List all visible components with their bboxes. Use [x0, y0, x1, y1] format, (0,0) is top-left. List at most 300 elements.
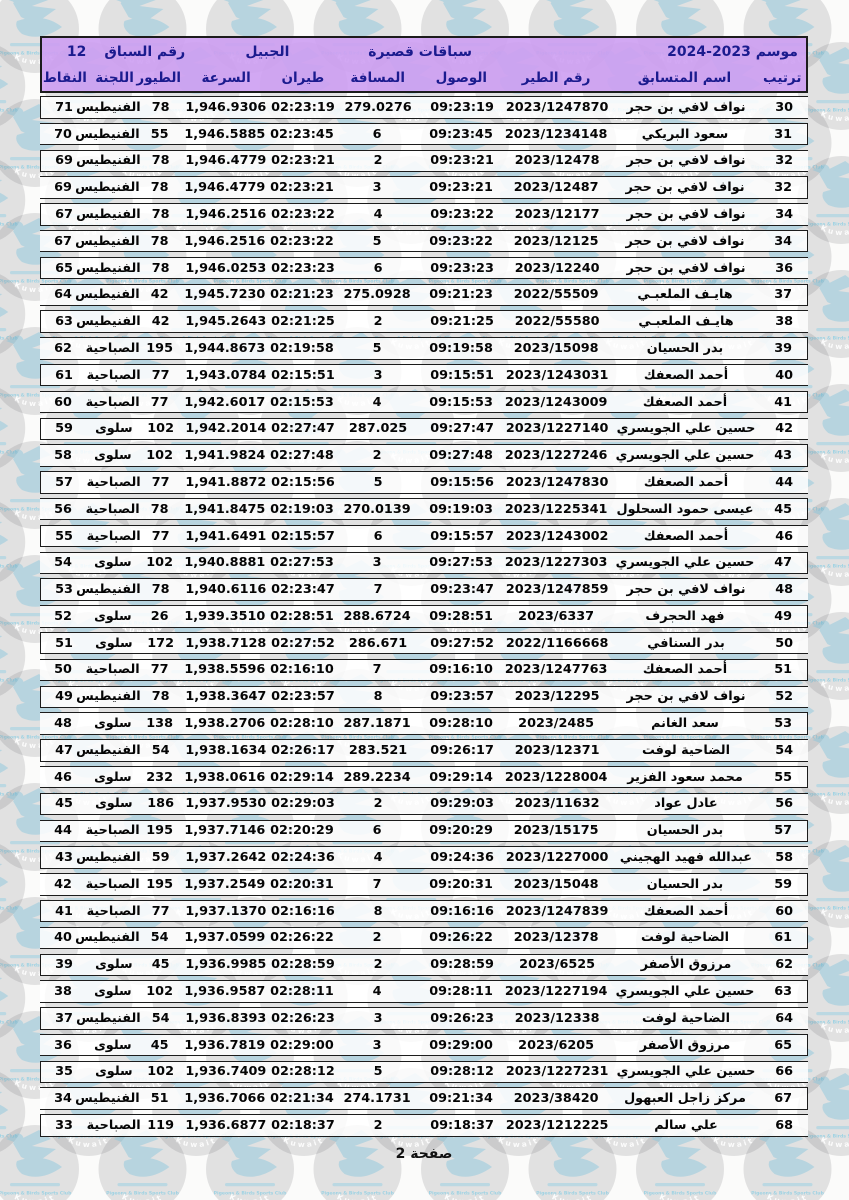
birds-count-cell: 77	[151, 474, 170, 490]
distance-cell: 2	[373, 1118, 383, 1134]
flight-time-cell: 02:27:52	[271, 635, 335, 651]
points-cell: 43	[55, 850, 73, 866]
speed-cell: 1,938.5596	[184, 662, 266, 678]
points-cell: 69	[55, 153, 73, 169]
rank-cell: 67	[774, 1091, 793, 1107]
competitor-name-cell: أحمد الصعفك	[643, 474, 729, 490]
birds-count-cell: 102	[146, 984, 173, 1000]
committee-cell: الفنيطيس	[76, 99, 141, 115]
distance-cell: 3	[372, 1037, 382, 1053]
flight-time-cell: 02:20:31	[270, 876, 334, 892]
arrival-time-cell: 09:29:03	[430, 796, 494, 812]
table-row	[40, 123, 808, 146]
distance-cell: 6	[372, 823, 382, 839]
rank-cell: 50	[775, 635, 794, 651]
rank-cell: 49	[774, 608, 793, 624]
points-cell: 63	[55, 314, 73, 330]
speed-cell: 1,937.1370	[185, 903, 267, 919]
table-row	[40, 900, 808, 923]
flight-time-cell: 02:19:58	[270, 340, 334, 356]
flight-time-cell: 02:26:22	[270, 930, 334, 946]
table-row	[40, 1114, 808, 1137]
table-row	[40, 1087, 808, 1110]
arrival-time-cell: 09:15:57	[430, 528, 494, 544]
speed-cell: 1,937.9530	[185, 796, 267, 812]
table-row	[40, 605, 808, 628]
points-cell: 65	[55, 260, 73, 276]
competitor-name-cell: عادل عواد	[654, 796, 718, 812]
bird-number-cell: 2023/1227246	[504, 448, 608, 464]
birds-count-cell: 78	[151, 689, 170, 705]
points-cell: 44	[54, 823, 72, 839]
arrival-time-cell: 09:27:47	[430, 421, 494, 437]
arrival-time-cell: 09:26:22	[429, 930, 493, 946]
points-cell: 45	[55, 796, 73, 812]
competitor-name-cell: محمد سعود الفزير	[627, 769, 743, 785]
committee-cell: الصباحية	[86, 1118, 141, 1134]
competitor-name-cell: نواف لافي بن حجر	[626, 260, 746, 276]
competitor-name-cell: أحمد الصعفك	[642, 394, 728, 410]
committee-cell: سلوى	[95, 796, 133, 812]
distance-cell: 6	[373, 528, 383, 544]
table-row	[40, 96, 808, 119]
speed-cell: 1,944.8673	[184, 340, 266, 356]
competitor-name-cell: سعود البريكي	[641, 126, 729, 142]
points-cell: 37	[55, 1010, 73, 1026]
rank-cell: 66	[775, 1064, 794, 1080]
bird-number-cell: 2023/15048	[513, 876, 599, 892]
bird-number-cell: 2023/1243002	[505, 528, 609, 544]
distance-cell: 287.025	[348, 421, 408, 437]
competitor-name-cell: نواف لافي بن حجر	[625, 180, 745, 196]
arrival-time-cell: 09:23:21	[429, 180, 493, 196]
rank-cell: 55	[774, 769, 793, 785]
speed-cell: 1,936.7819	[184, 1037, 266, 1053]
distance-cell: 4	[373, 206, 383, 222]
rank-cell: 34	[775, 206, 794, 222]
birds-count-cell: 78	[150, 233, 169, 249]
committee-cell: الفنيطيس	[76, 1010, 141, 1026]
birds-count-cell: 77	[151, 367, 170, 383]
race-number-label: رقم السباق	[104, 43, 186, 60]
rank-cell: 32	[775, 153, 794, 169]
committee-cell: الفنيطيس	[75, 287, 140, 303]
speed-cell: 1,936.9587	[184, 984, 266, 1000]
season-label: موسم 2023-2024	[667, 43, 798, 60]
table-row	[40, 739, 808, 762]
col-rank: ترتيب	[763, 70, 802, 86]
speed-cell: 1,946.4779	[185, 153, 267, 169]
flight-time-cell: 02:21:25	[271, 314, 335, 330]
birds-count-cell: 78	[151, 99, 170, 115]
speed-cell: 1,946.2516	[184, 233, 266, 249]
flight-time-cell: 02:23:21	[271, 153, 335, 169]
flight-time-cell: 02:23:22	[270, 233, 334, 249]
col-competitor-name: اسم المتسابق	[637, 70, 732, 86]
col-flight: طيران	[281, 70, 325, 86]
table-row	[40, 1034, 808, 1057]
committee-cell: الفنيطيس	[76, 153, 141, 169]
birds-count-cell: 42	[151, 314, 170, 330]
points-cell: 64	[54, 287, 72, 303]
flight-time-cell: 02:24:36	[271, 850, 335, 866]
arrival-time-cell: 09:23:57	[430, 689, 494, 705]
arrival-time-cell: 09:29:00	[429, 1037, 493, 1053]
bird-number-cell: 2023/38420	[513, 1091, 599, 1107]
points-cell: 49	[55, 689, 73, 705]
speed-cell: 1,945.2643	[185, 314, 267, 330]
birds-count-cell: 45	[151, 957, 170, 973]
col-birds: الطيور	[136, 70, 182, 86]
flight-time-cell: 02:26:17	[271, 742, 335, 758]
flight-time-cell: 02:29:14	[270, 769, 334, 785]
competitor-name-cell: بدر الحسيان	[646, 876, 724, 892]
arrival-time-cell: 09:23:23	[430, 260, 494, 276]
points-cell: 58	[54, 448, 72, 464]
distance-cell: 7	[372, 876, 382, 892]
committee-cell: سلوى	[95, 957, 133, 973]
bird-number-cell: 2023/1227194	[504, 984, 608, 1000]
birds-count-cell: 138	[146, 716, 173, 732]
arrival-time-cell: 09:27:53	[429, 555, 493, 571]
rank-cell: 48	[775, 582, 794, 598]
flight-time-cell: 02:28:11	[270, 984, 334, 1000]
rank-cell: 61	[774, 930, 793, 946]
speed-cell: 1,946.4779	[184, 180, 266, 196]
table-row	[40, 176, 808, 199]
committee-cell: الفنيطيس	[75, 126, 140, 142]
birds-count-cell: 55	[150, 126, 169, 142]
col-distance: المسافة	[350, 70, 406, 86]
points-cell: 42	[54, 876, 72, 892]
committee-cell: الفنيطيس	[75, 1091, 140, 1107]
competitor-name-cell: أحمد الصعفك	[642, 662, 728, 678]
birds-count-cell: 195	[146, 340, 173, 356]
competitor-name-cell: مركز زاجل العبهول	[624, 1091, 746, 1107]
committee-cell: الصباحية	[86, 474, 141, 490]
flight-time-cell: 02:29:03	[271, 796, 335, 812]
arrival-time-cell: 09:15:53	[429, 394, 493, 410]
arrival-time-cell: 09:23:47	[430, 582, 494, 598]
table-row	[40, 257, 808, 280]
competitor-name-cell: هايـف الملعبـي	[637, 287, 733, 303]
birds-count-cell: 51	[150, 1091, 169, 1107]
bird-number-cell: 2023/12125	[513, 233, 599, 249]
speed-cell: 1,946.5885	[184, 126, 266, 142]
committee-cell: سلوى	[95, 635, 133, 651]
distance-cell: 8	[373, 689, 383, 705]
speed-cell: 1,941.8872	[185, 474, 267, 490]
bird-number-cell: 2023/2485	[518, 716, 595, 732]
bird-number-cell: 2023/1247763	[504, 662, 608, 678]
competitor-name-cell: حسين علي الجويسري	[616, 1064, 756, 1080]
speed-cell: 1,938.0616	[184, 769, 266, 785]
committee-cell: سلوى	[94, 716, 132, 732]
rank-cell: 64	[775, 1010, 794, 1026]
arrival-time-cell: 09:23:22	[429, 233, 493, 249]
competitor-name-cell: الضاحية لوفت	[640, 930, 729, 946]
bird-number-cell: 2023/12478	[514, 153, 600, 169]
speed-cell: 1,937.2549	[184, 876, 266, 892]
rank-cell: 36	[775, 260, 794, 276]
arrival-time-cell: 09:15:51	[430, 367, 494, 383]
committee-cell: الفنيطيس	[76, 314, 141, 330]
table-row	[40, 632, 808, 655]
committee-cell: الفنيطيس	[76, 689, 141, 705]
rank-cell: 58	[775, 850, 794, 866]
race-number-value: 12	[66, 43, 87, 60]
page-number: صفحة 2	[395, 1146, 453, 1162]
speed-cell: 1,938.7128	[185, 635, 267, 651]
speed-cell: 1,941.9824	[184, 448, 266, 464]
committee-cell: الصباحية	[86, 367, 141, 383]
speed-cell: 1,936.9985	[185, 957, 267, 973]
flight-time-cell: 02:23:57	[271, 689, 335, 705]
table-header	[40, 36, 808, 93]
race-number-cell	[42, 44, 210, 60]
points-cell: 69	[54, 180, 72, 196]
table-row	[40, 820, 808, 843]
table-row	[40, 793, 808, 816]
table-row	[40, 712, 808, 735]
table-row	[40, 498, 808, 521]
birds-count-cell: 195	[146, 876, 173, 892]
speed-cell: 1,936.7409	[185, 1064, 267, 1080]
birds-count-cell: 77	[151, 528, 170, 544]
bird-number-cell: 2023/1243031	[505, 367, 609, 383]
distance-cell: 4	[373, 850, 383, 866]
committee-cell: سلوى	[94, 608, 132, 624]
flight-time-cell: 02:16:10	[270, 662, 334, 678]
speed-cell: 1,941.8475	[184, 501, 266, 517]
rank-cell: 56	[775, 796, 794, 812]
arrival-time-cell: 09:23:22	[430, 206, 494, 222]
bird-number-cell: 2023/12295	[514, 689, 600, 705]
table-row	[40, 391, 808, 414]
committee-cell: الفنيطيس	[75, 233, 140, 249]
points-cell: 60	[54, 394, 72, 410]
arrival-time-cell: 09:18:37	[430, 1118, 494, 1134]
committee-cell: سلوى	[95, 421, 133, 437]
bird-number-cell: 2023/1227000	[505, 850, 609, 866]
points-cell: 56	[54, 501, 72, 517]
speed-cell: 1,941.6491	[185, 528, 267, 544]
arrival-time-cell: 09:23:19	[430, 99, 494, 115]
committee-cell: الصباحية	[85, 662, 140, 678]
points-cell: 33	[55, 1118, 73, 1134]
committee-cell: الصباحية	[85, 501, 140, 517]
distance-cell: 3	[372, 555, 382, 571]
flight-time-cell: 02:28:10	[270, 716, 334, 732]
speed-cell: 1,943.0784	[185, 367, 267, 383]
birds-count-cell: 78	[150, 501, 169, 517]
speed-cell: 1,938.1634	[185, 742, 267, 758]
birds-count-cell: 186	[147, 796, 174, 812]
rank-cell: 38	[775, 314, 794, 330]
competitor-name-cell: مرزوق الأصفر	[640, 957, 732, 973]
birds-count-cell: 78	[151, 582, 170, 598]
competitor-name-cell: أحمد الصعفك	[643, 367, 729, 383]
flight-time-cell: 02:29:00	[270, 1037, 334, 1053]
competitor-name-cell: بدر الحسيان	[646, 340, 724, 356]
speed-cell: 1,939.3510	[184, 608, 266, 624]
arrival-time-cell: 09:21:34	[429, 1091, 493, 1107]
speed-cell: 1,938.2706	[184, 716, 266, 732]
points-cell: 54	[54, 555, 72, 571]
committee-cell: الصباحية	[86, 528, 141, 544]
arrival-time-cell: 09:24:36	[430, 850, 494, 866]
competitor-name-cell: الضاحية لوفت	[641, 742, 730, 758]
flight-time-cell: 02:26:23	[271, 1010, 335, 1026]
flight-time-cell: 02:21:23	[270, 287, 334, 303]
competitor-name-cell: سعد الغانم	[651, 716, 719, 732]
competitor-name-cell: أحمد الصعفك	[643, 528, 729, 544]
distance-cell: 2	[372, 448, 382, 464]
birds-count-cell: 78	[150, 180, 169, 196]
rank-cell: 57	[774, 823, 793, 839]
table-row	[40, 150, 808, 173]
competitor-name-cell: نواف لافي بن حجر	[626, 153, 746, 169]
points-cell: 38	[54, 984, 72, 1000]
rank-cell: 53	[774, 716, 793, 732]
speed-cell: 1,938.3647	[185, 689, 267, 705]
rank-cell: 52	[775, 689, 794, 705]
competitor-name-cell: نواف لافي بن حجر	[626, 582, 746, 598]
rank-cell: 47	[774, 555, 793, 571]
speed-cell: 1,945.7230	[184, 287, 266, 303]
rank-cell: 46	[775, 528, 794, 544]
points-cell: 53	[55, 582, 73, 598]
birds-count-cell: 102	[146, 555, 173, 571]
bird-number-cell: 2023/1247839	[505, 903, 609, 919]
birds-count-cell: 102	[147, 1064, 174, 1080]
bird-number-cell: 2023/12371	[514, 742, 600, 758]
flight-time-cell: 02:21:34	[270, 1091, 334, 1107]
points-cell: 67	[54, 233, 72, 249]
flight-time-cell: 02:15:56	[271, 474, 335, 490]
speed-cell: 1,937.2642	[185, 850, 267, 866]
competitor-name-cell: نواف لافي بن حجر	[625, 233, 745, 249]
distance-cell: 2	[373, 957, 383, 973]
table-row	[40, 230, 808, 253]
speed-cell: 1,937.0599	[184, 930, 266, 946]
distance-cell: 2	[372, 930, 382, 946]
results-rows	[40, 96, 808, 1141]
committee-cell: الصباحية	[85, 340, 140, 356]
rank-cell: 59	[774, 876, 793, 892]
speed-cell: 1,946.2516	[185, 206, 267, 222]
bird-number-cell: 2023/12487	[513, 180, 599, 196]
flight-time-cell: 02:28:59	[271, 957, 335, 973]
bird-number-cell: 2023/1234148	[504, 126, 608, 142]
birds-count-cell: 54	[151, 1010, 170, 1026]
flight-time-cell: 02:15:53	[270, 394, 334, 410]
flight-time-cell: 02:20:29	[270, 823, 334, 839]
arrival-time-cell: 09:19:58	[429, 340, 493, 356]
points-cell: 67	[55, 206, 73, 222]
distance-cell: 274.1731	[343, 1091, 411, 1107]
col-bird-number: رقم الطير	[521, 70, 591, 86]
committee-cell: سلوى	[94, 448, 132, 464]
flight-time-cell: 02:19:03	[270, 501, 334, 517]
arrival-time-cell: 09:28:59	[430, 957, 494, 973]
birds-count-cell: 195	[146, 823, 173, 839]
rank-cell: 51	[774, 662, 793, 678]
arrival-time-cell: 09:29:14	[429, 769, 493, 785]
committee-cell: سلوى	[94, 1037, 132, 1053]
distance-cell: 279.0276	[344, 99, 412, 115]
competitor-name-cell: حسين علي الجويسري	[615, 448, 755, 464]
table-row	[40, 1007, 808, 1030]
competitor-name-cell: نواف لافي بن حجر	[626, 689, 746, 705]
speed-cell: 1,946.9306	[185, 99, 267, 115]
distance-cell: 3	[373, 367, 383, 383]
committee-cell: الصباحية	[85, 823, 140, 839]
speed-cell: 1,940.8881	[184, 555, 266, 571]
committee-cell: الفنيطيس	[76, 850, 141, 866]
distance-cell: 6	[373, 260, 383, 276]
birds-count-cell: 77	[151, 903, 170, 919]
birds-count-cell: 78	[151, 260, 170, 276]
committee-cell: سلوى	[94, 769, 132, 785]
points-cell: 36	[54, 1037, 72, 1053]
arrival-time-cell: 09:15:56	[430, 474, 494, 490]
rank-cell: 60	[775, 903, 794, 919]
birds-count-cell: 26	[150, 608, 169, 624]
rank-cell: 45	[774, 501, 793, 517]
distance-cell: 289.2234	[343, 769, 411, 785]
committee-cell: سلوى	[95, 1064, 133, 1080]
distance-cell: 287.1871	[343, 716, 411, 732]
flight-time-cell: 02:23:45	[270, 126, 334, 142]
points-cell: 70	[54, 126, 72, 142]
table-row	[40, 846, 808, 869]
birds-count-cell: 45	[150, 1037, 169, 1053]
col-points: النقاط	[42, 70, 87, 86]
rank-cell: 39	[774, 340, 793, 356]
race-info-row	[42, 38, 806, 65]
distance-cell: 6	[372, 126, 382, 142]
bird-number-cell: 2023/1247870	[505, 99, 609, 115]
bird-number-cell: 2023/6337	[518, 608, 595, 624]
speed-cell: 1,936.8393	[185, 1010, 267, 1026]
table-row	[40, 578, 808, 601]
flight-time-cell: 02:27:48	[270, 448, 334, 464]
table-row	[40, 552, 808, 575]
bird-number-cell: 2023/1212225	[505, 1118, 609, 1134]
bird-number-cell: 2023/15175	[513, 823, 599, 839]
col-speed: السرعة	[201, 70, 251, 86]
table-row	[40, 471, 808, 494]
table-row	[40, 659, 808, 682]
bird-number-cell: 2023/1227303	[504, 555, 608, 571]
committee-cell: الفنيطيس	[75, 180, 140, 196]
flight-time-cell: 02:16:16	[271, 903, 335, 919]
points-cell: 40	[54, 930, 72, 946]
birds-count-cell: 102	[146, 448, 173, 464]
distance-cell: 270.0139	[343, 501, 411, 517]
committee-cell: الصباحية	[86, 903, 141, 919]
flight-time-cell: 02:23:19	[271, 99, 335, 115]
bird-number-cell: 2022/55509	[513, 287, 599, 303]
bird-number-cell: 2023/1227231	[505, 1064, 609, 1080]
arrival-time-cell: 09:16:10	[429, 662, 493, 678]
table-row	[40, 766, 808, 789]
arrival-time-cell: 09:27:48	[429, 448, 493, 464]
points-cell: 55	[55, 528, 73, 544]
arrival-time-cell: 09:23:45	[429, 126, 493, 142]
rank-cell: 42	[775, 421, 794, 437]
